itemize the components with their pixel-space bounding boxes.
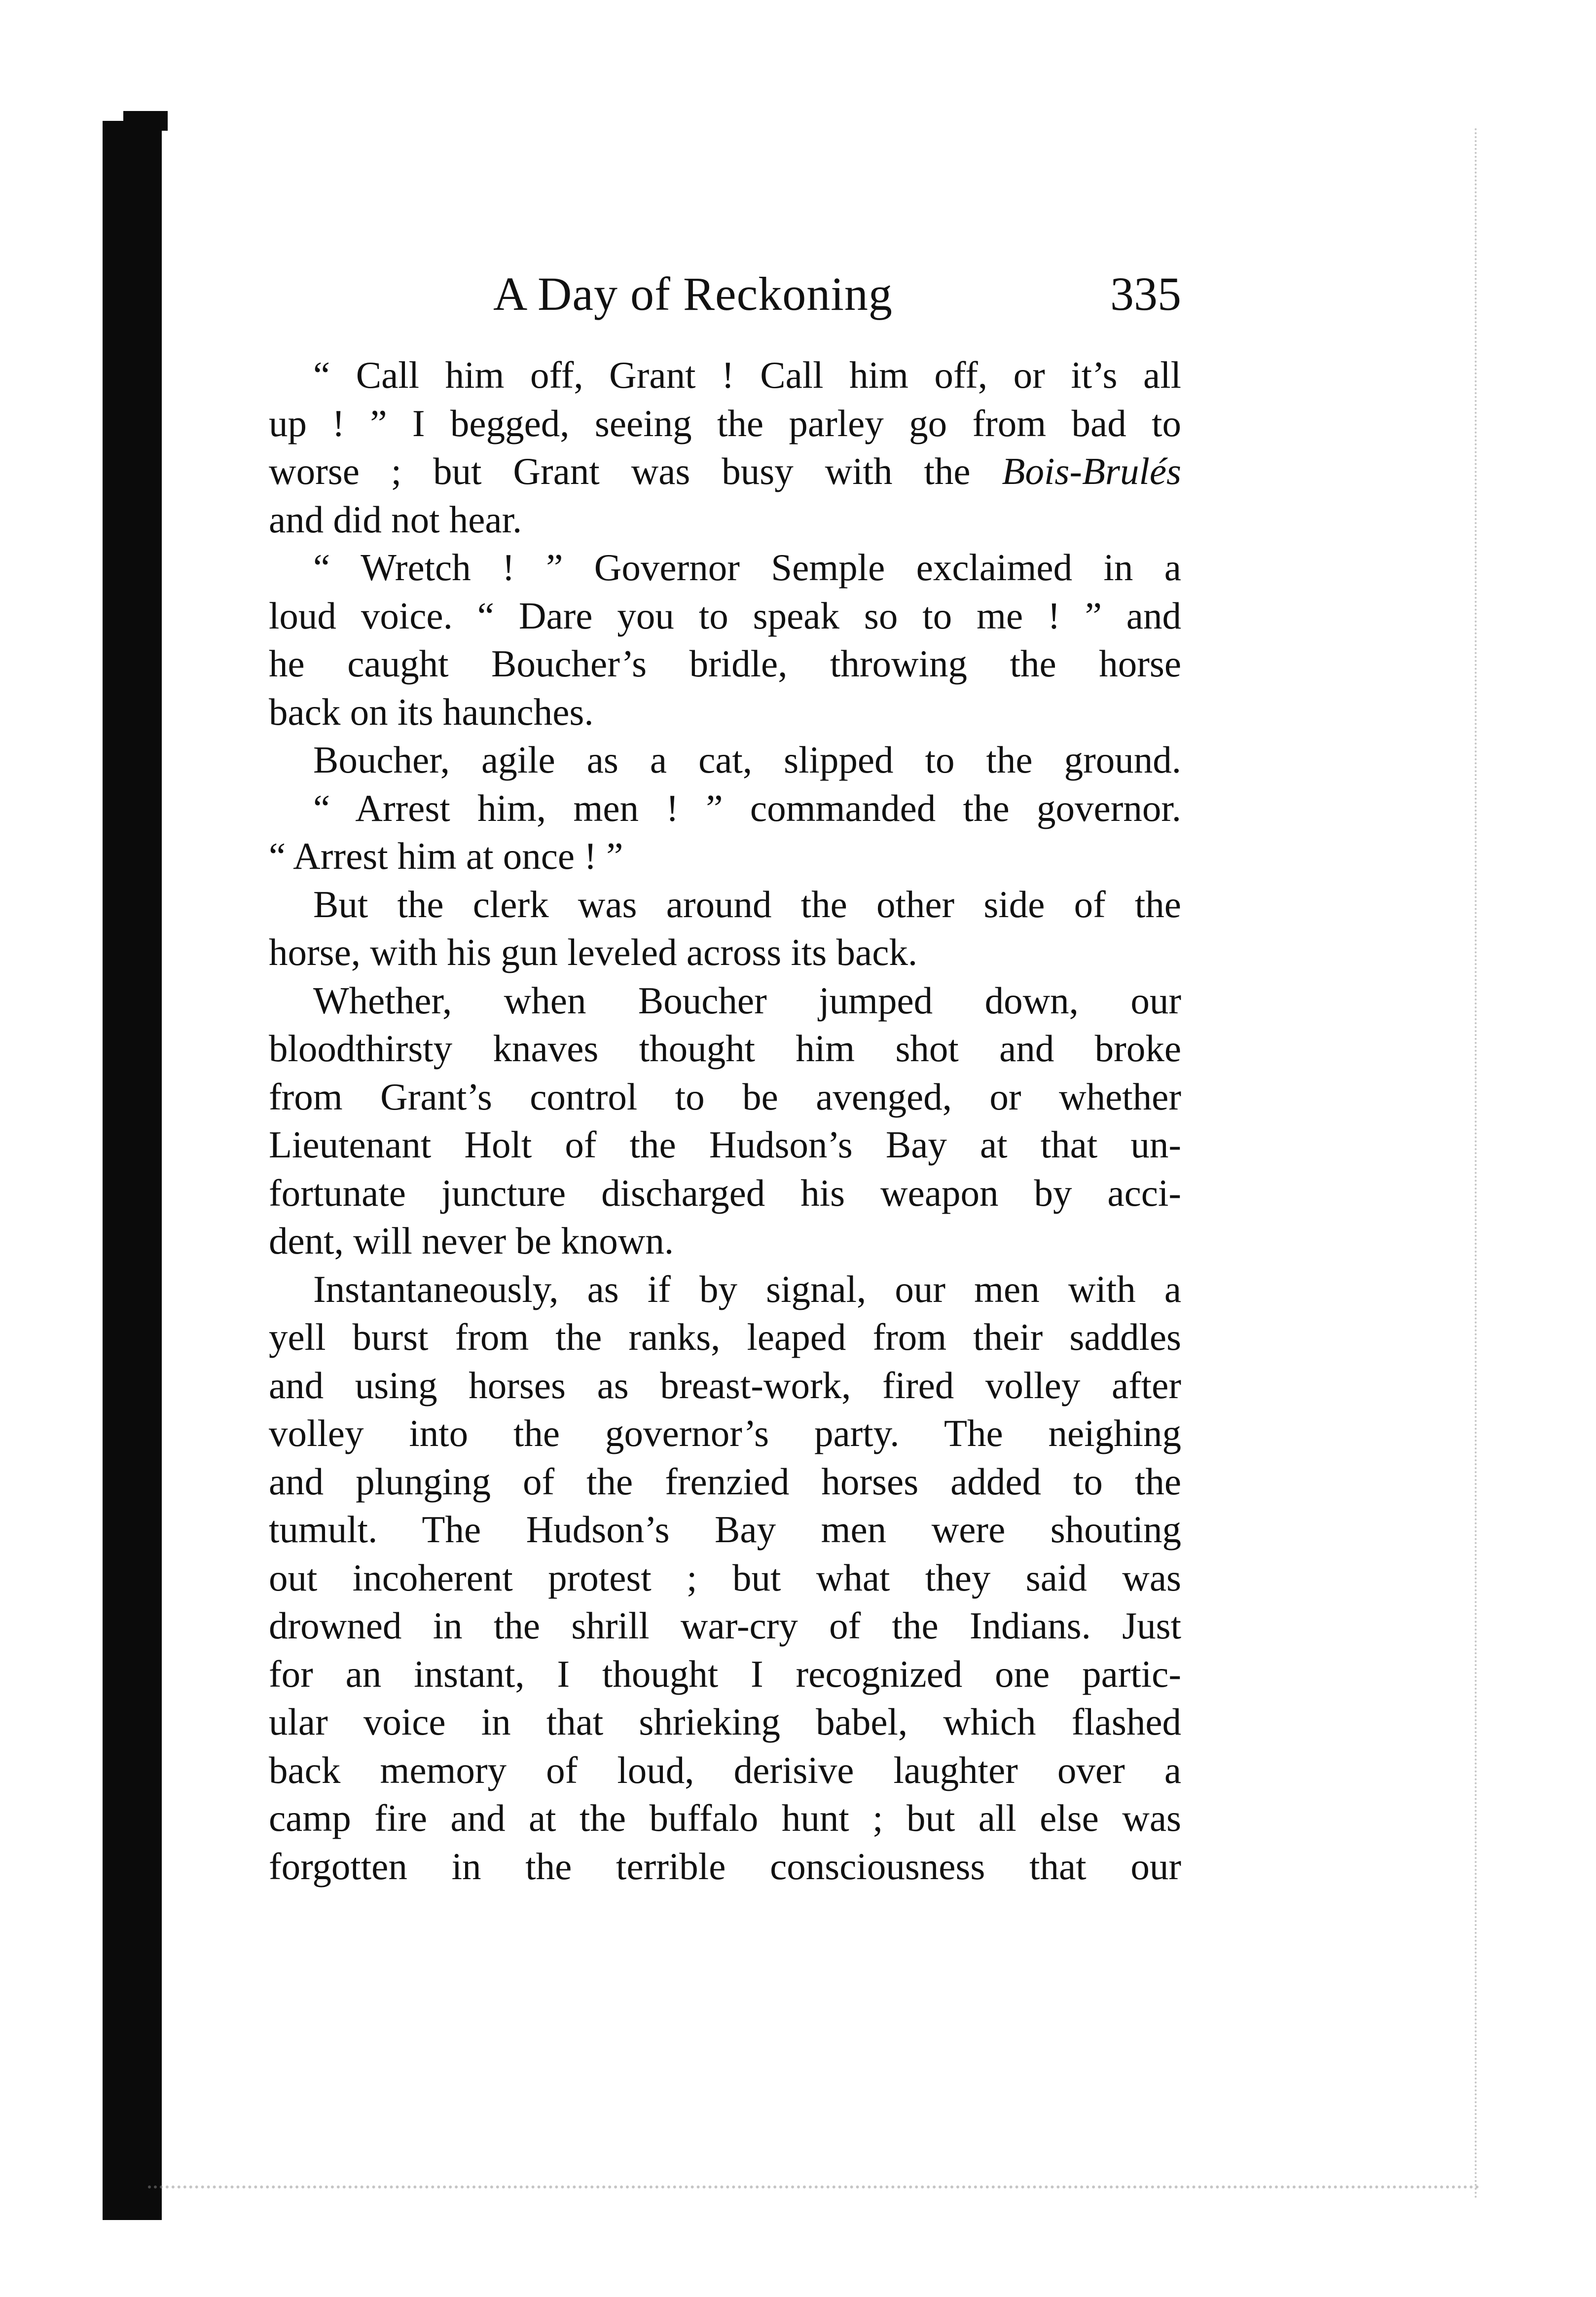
text-line-content: back memory of loud, derisive laughter over a [269,1748,1181,1791]
binding-edge [103,121,162,2220]
text-line-content: camp fire and at the buffalo hunt ; but all else was [269,1797,1181,1839]
scan-bottom-artifact [148,2186,1480,2193]
text-line-content: and plunging of the frenzied horses added to the [269,1460,1181,1503]
text-line-content: and did not hear. [269,498,522,541]
text-line [269,1458,1181,1506]
text-line-content: tumult. The Hudson’s Bay men were shouting [269,1508,1181,1551]
text-line-content: horse, with his gun leveled across its back. [269,931,918,973]
text-line [269,1746,1181,1795]
text-line-content: “ Arrest him at once ! ” [269,835,623,877]
text-line-content: Whether, when Boucher jumped down, our [313,979,1181,1022]
text-line [269,832,1181,881]
text-line [269,1169,1181,1218]
text-line [269,1602,1181,1650]
scan-edge-artifact [1475,128,1480,2200]
text-line [269,1409,1181,1458]
text-line-content: “ Arrest him, men ! ” commanded the governor. [313,786,1181,829]
text-line [269,592,1181,640]
running-head [269,266,1181,326]
text-line-content: loud voice. “ Dare you to speak so to me ! ” and [269,594,1181,637]
text-line [269,447,1181,496]
text-line-content: back on its haunches. [269,690,594,733]
text-line-content: bloodthirsty knaves thought him shot and broke [269,1027,1181,1070]
text-line [269,1698,1181,1746]
text-line [269,1265,1181,1314]
text-line [269,1217,1181,1265]
text-line-content: “ Call him off, Grant ! Call him off, or it’s all [313,354,1181,396]
text-line [269,1362,1181,1410]
text-line [269,1073,1181,1121]
page-number: 335 [1110,267,1181,320]
text-line [269,1506,1181,1554]
italic-term: Bois-Brulés [1002,450,1181,492]
text-line [269,400,1181,448]
text-line-content: and using horses as breast-work, fired volley after [269,1364,1181,1407]
text-line-content: out incoherent protest ; but what they said was [269,1556,1181,1599]
text-line-content: dent, will never be known. [269,1220,674,1262]
text-line-content: volley into the governor’s party. The neighing [269,1412,1181,1454]
text-line [269,1313,1181,1362]
text-line-content: he caught Boucher’s bridle, throwing the horse [269,642,1181,685]
text-line-content: up ! ” I begged, seeing the parley go from bad to [269,402,1181,445]
text-line [269,1794,1181,1843]
text-line [269,1025,1181,1073]
text-line [269,688,1181,737]
text-line-content: yell burst from the ranks, leaped from their saddles [269,1316,1181,1358]
text-line [269,496,1181,544]
text-line [269,784,1181,833]
text-line-content: worse ; but Grant was busy with the [269,450,1002,492]
text-line [269,1121,1181,1169]
text-line [269,881,1181,929]
text-line [269,1554,1181,1602]
text-line-content: Boucher, agile as a cat, slipped to the ground. [313,739,1181,781]
text-line-content: But the clerk was around the other side of the [313,883,1181,926]
text-line-content: drowned in the shrill war-cry of the Indians. Just [269,1604,1181,1647]
text-line [269,351,1181,400]
text-line [269,977,1181,1025]
body-text [269,351,1181,1890]
running-title: A Day of Reckoning [493,267,893,320]
text-line-content: forgotten in the terrible consciousness that our [269,1845,1181,1888]
text-line [269,544,1181,592]
text-line-content: “ Wretch ! ” Governor Semple exclaimed in a [313,546,1181,589]
text-line-content: ular voice in that shrieking babel, which flashed [269,1701,1181,1743]
text-line [269,736,1181,784]
text-line-content: from Grant’s control to be avenged, or whether [269,1075,1181,1118]
text-line-content: Lieutenant Holt of the Hudson’s Bay at that un- [269,1123,1181,1166]
text-line [269,928,1181,977]
text-line [269,640,1181,688]
text-line-content: Instantaneously, as if by signal, our men with a [313,1267,1181,1310]
text-line-content: for an instant, I thought I recognized one partic- [269,1652,1181,1695]
text-line [269,1843,1181,1891]
text-line-content: fortunate juncture discharged his weapon by acci- [269,1171,1181,1214]
text-line [269,1650,1181,1699]
